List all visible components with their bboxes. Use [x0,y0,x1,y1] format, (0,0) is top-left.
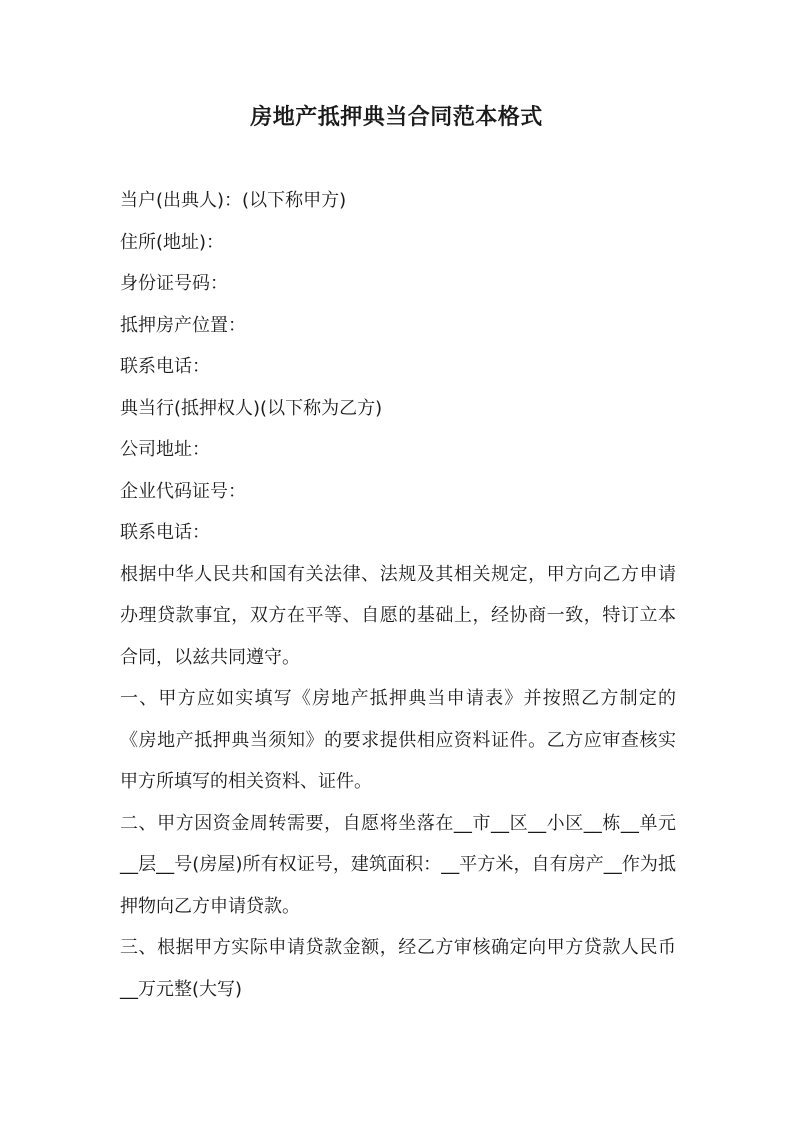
paragraph-clause-3: 三、根据甲方实际申请贷款金额，经乙方审核确定向甲方贷款人民币__万元整(大写) [120,937,676,1000]
field-phone-party-a: 联系电话： [120,356,210,377]
document-title: 房地产抵押典当合同范本格式 [250,105,543,130]
field-pawnshop: 典当行(抵押权人)(以下称为乙方) [120,397,383,419]
field-address: 住所(地址)： [120,231,225,253]
field-enterprise-code: 企业代码证号： [120,480,246,502]
field-property-location: 抵押房产位置： [120,314,246,336]
paragraph-clause-1: 一、甲方应如实填写《房地产抵押典当申请表》并按照乙方制定的《房地产抵押典当须知》的要求提供相应资料证件。乙方应审查核实甲方所填写的相关资料、证件。 [120,688,676,792]
field-id-number: 身份证号码： [120,273,228,294]
paragraph-clause-2: 二、甲方因资金周转需要，自愿将坐落在__市__区__小区__栋__单元__层__号(房屋)所有权证号，建筑面积：__平方米，自有房产__作为抵押物向乙方申请贷款。 [120,812,676,917]
field-company-address: 公司地址： [120,439,210,460]
field-pawner: 当户(出典人)：(以下称甲方) [120,190,347,211]
document-body [120,180,676,1010]
field-phone-party-b: 联系电话： [120,522,210,543]
paragraph-preamble: 根据中华人民共和国有关法律、法规及其相关规定，甲方向乙方申请办理贷款事宜，双方在平等、自愿的基础上，经协商一致，特订立本合同，以兹共同遵守。 [120,563,676,668]
